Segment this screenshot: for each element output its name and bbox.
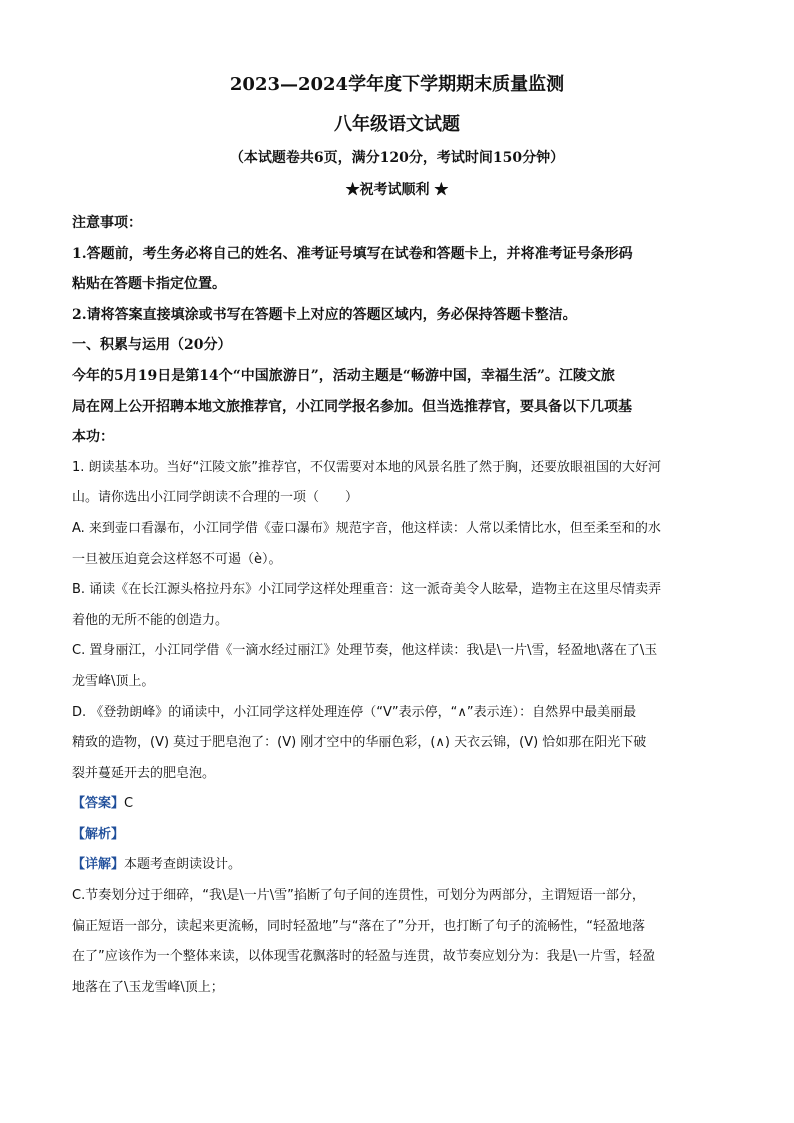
option-d-line-2: 精致的造物，(V) 莫过于肥皂泡了：(V) 刚才空中的华丽色彩，(∧) 天衣云锦，(V) 恰如那在阳光下破 <box>72 735 647 751</box>
analysis-label: 【解析】 <box>72 826 125 842</box>
explain-line-1: C.节奏划分过于细碎，“我\是\一片\雪”掐断了句子间的连贯性，可划分为两部分，主谓短语一部分， <box>72 888 645 904</box>
option-c-line-2: 龙雪峰\顶上。 <box>72 673 155 689</box>
exam-blessing: ★祝考试顺利 ★ <box>345 182 449 198</box>
detail-text: 本题考查朗读设计。 <box>124 857 242 873</box>
option-d-line-3: 裂并蔓延开去的肥皂泡。 <box>72 765 216 781</box>
option-c-line-1: C. 置身丽江，小江同学借《一滴水经过丽江》处理节奏，他这样读：我\是\一片\雪，轻盈地\落在了\玉 <box>72 643 658 659</box>
option-b-line-2: 着他的无所不能的创造力。 <box>72 612 229 628</box>
analysis-line <box>72 820 720 851</box>
section-1-heading: 一、积累与运用（20分） <box>72 337 232 354</box>
detail-label: 【详解】 <box>72 857 125 873</box>
question-1-stem-line-2: 山。请你选出小江同学朗读不合理的一项（ ） <box>72 490 359 506</box>
option-a-line-2: 一旦被压迫竟会这样怒不可遏（è）。 <box>72 551 282 567</box>
option-d-line-1: D. 《登勃朗峰》的诵读中，小江同学这样处理连停（“V”表示停，“∧”表示连）：自然界中最美丽最 <box>72 704 637 720</box>
question-1-stem-line-1: 1. 朗读基本功。当好“江陵文旅”推荐官，不仅需要对本地的风景名胜了然于胸，还要放眼祖国的大好河 <box>72 459 662 475</box>
answer-label: 【答案】 <box>72 796 125 812</box>
notes-heading: 注意事项： <box>72 215 142 231</box>
section-1-intro-line-3: 本功： <box>72 429 114 446</box>
option-a-line-1: A. 来到壶口看瀑布，小江同学借《壶口瀑布》规范字音，他这样读：人常以柔情比水，但至柔至和的水 <box>72 520 661 536</box>
exam-subject: 八年级语文试题 <box>334 114 460 135</box>
notes-item-1-line-1: 1.答题前，考生务必将自己的姓名、准考证号填写在试卷和答题卡上，并将准考证号条形码 <box>72 245 633 262</box>
answer-line <box>72 789 720 820</box>
notes-item-1-line-2: 粘贴在答题卡指定位置。 <box>72 276 226 293</box>
exam-info: （本试题卷共6页，满分120分，考试时间150分钟） <box>229 150 565 166</box>
explain-line-2: 偏正短语一部分，读起来更流畅，同时轻盈地”与“落在了”分开，也打断了句子的流畅性，“轻盈地落 <box>72 918 645 934</box>
section-1-intro-line-1: 今年的5月19日是第14个“中国旅游日”，活动主题是“畅游中国，幸福生活”。江陵文旅 <box>72 367 615 384</box>
section-1-intro-line-2: 局在网上公开招聘本地文旅推荐官，小江同学报名参加。但当选推荐官，要具备以下几项基 <box>72 398 632 415</box>
exam-content <box>72 208 720 1003</box>
detail-line <box>72 850 720 881</box>
option-b-line-1: B. 诵读《在长江源头格拉丹东》小江同学这样处理重音：这一派奇美令人眩晕，造物主在这里尽情卖弄 <box>72 582 662 598</box>
explain-line-4: 地落在了\玉龙雪峰\顶上； <box>72 979 224 995</box>
answer-value: C <box>124 796 134 812</box>
explain-line-3: 在了”应该作为一个整体来读，以体现雪花飘落时的轻盈与连贯，故节奏应划分为：我是\一片雪，轻盈 <box>72 949 656 965</box>
notes-item-2: 2.请将答案直接填涂或书写在答题卡上对应的答题区域内，务必保持答题卡整洁。 <box>72 306 577 323</box>
exam-title: 2023—2024学年度下学期期末质量监测 <box>229 74 565 95</box>
